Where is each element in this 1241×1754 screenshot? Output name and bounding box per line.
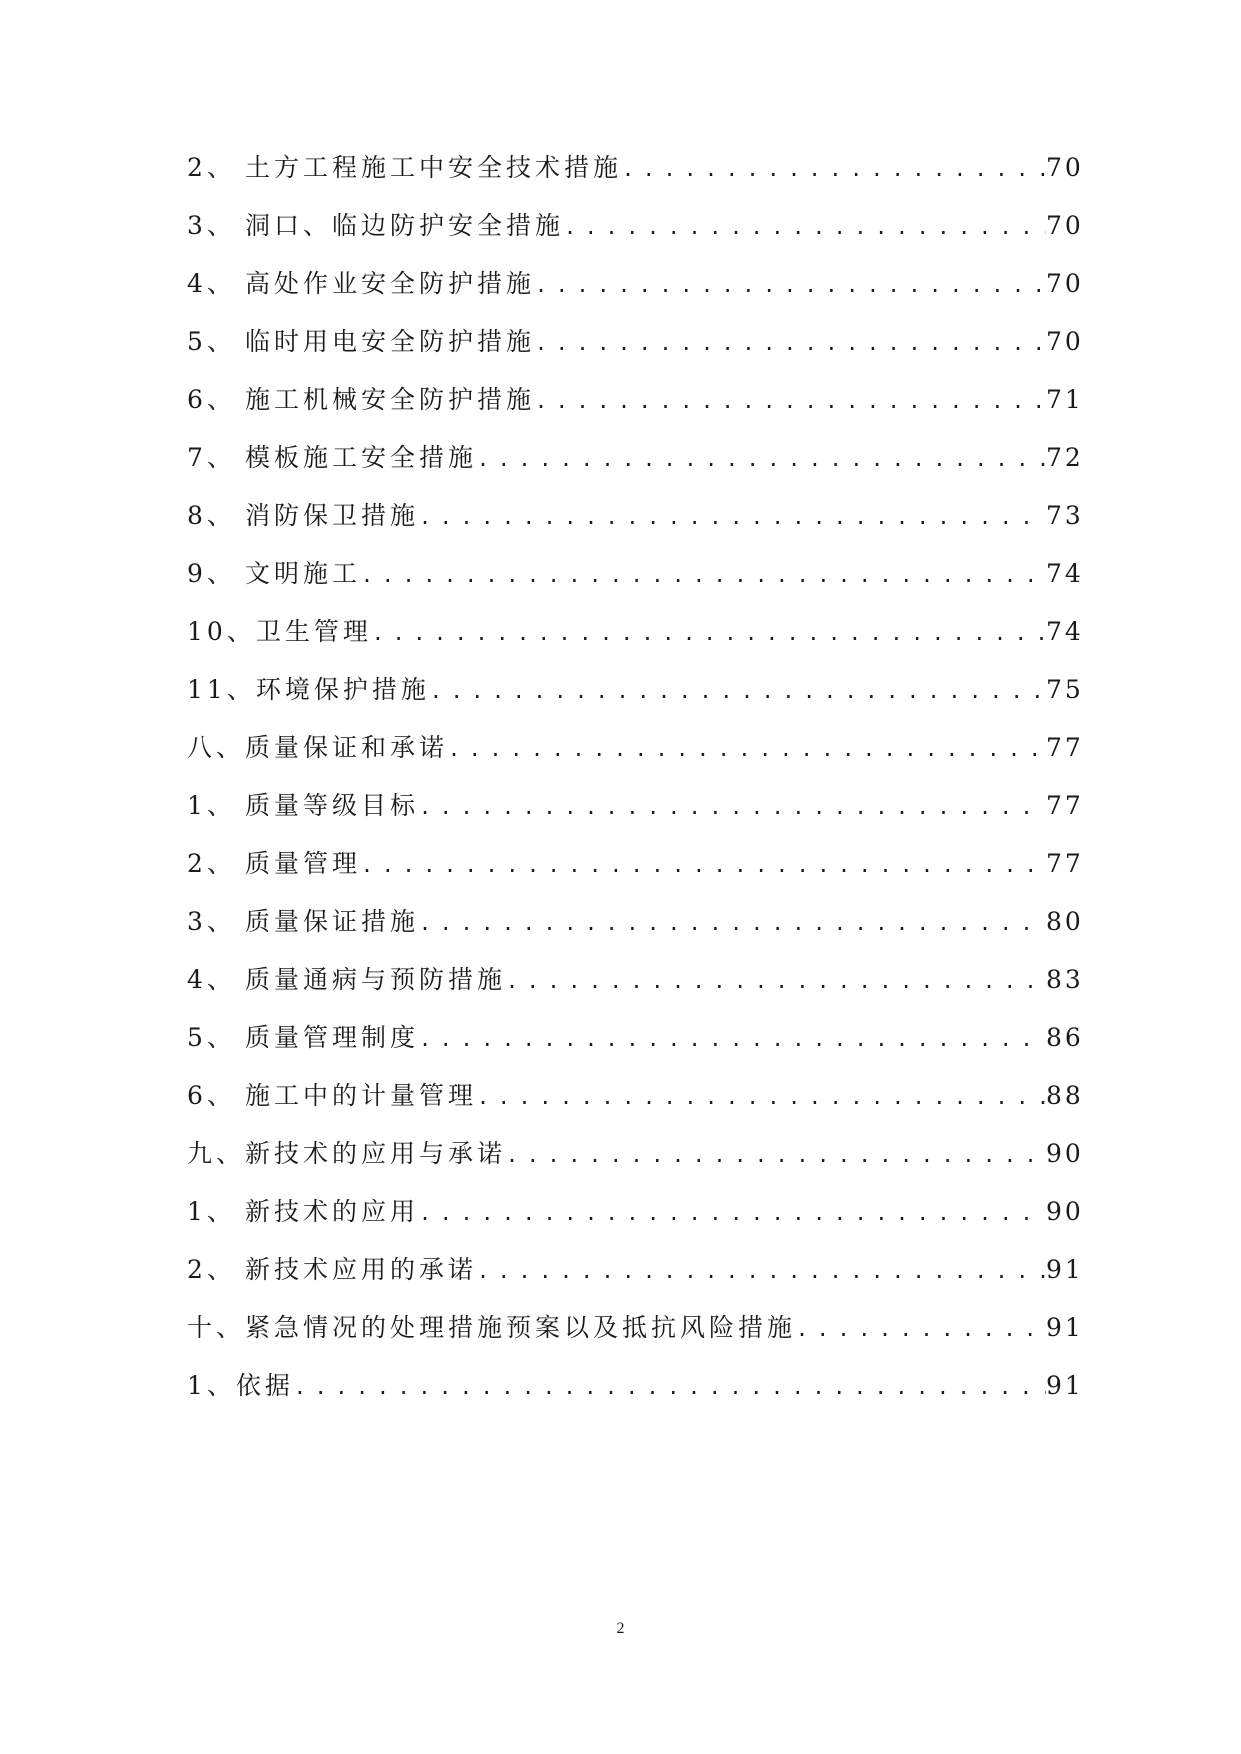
- toc-entry-title: 新技术应用的承诺: [245, 1255, 478, 1284]
- toc-entry[interactable]: [187, 491, 1084, 531]
- toc-dot-leader: [506, 969, 1046, 995]
- toc-entry-page: 77: [1046, 733, 1084, 762]
- toc-entry-number: 10、: [187, 617, 256, 646]
- toc-dot-leader: [294, 1375, 1046, 1401]
- toc-dot-leader: [477, 447, 1046, 473]
- toc-entry-page: 90: [1046, 1197, 1084, 1226]
- toc-entry-page: 71: [1046, 385, 1084, 414]
- toc-entry-number: 7、: [187, 443, 236, 472]
- toc-dot-leader: [430, 679, 1046, 705]
- toc-entry[interactable]: [187, 607, 1084, 647]
- toc-entry-page: 88: [1046, 1081, 1084, 1110]
- toc-dot-leader: [419, 1201, 1046, 1227]
- toc-dot-leader: [419, 911, 1046, 937]
- toc-entry-number: 1、: [187, 1197, 236, 1226]
- toc-entry-title: 质量管理: [245, 849, 362, 878]
- toc-entry-title: 文明施工: [245, 559, 362, 588]
- toc-entry-title: 高处作业安全防护措施: [245, 269, 536, 298]
- toc-entry-title: 质量保证和承诺: [245, 733, 449, 762]
- toc-entry[interactable]: [187, 433, 1084, 473]
- toc-entry[interactable]: [187, 665, 1084, 705]
- toc-entry-number: 8、: [187, 501, 236, 530]
- toc-dot-leader: [622, 157, 1046, 183]
- toc-entry-number: 9、: [187, 559, 236, 588]
- toc-entry[interactable]: [187, 375, 1084, 415]
- toc-entry[interactable]: [187, 1361, 1084, 1401]
- toc-entry[interactable]: [187, 897, 1084, 937]
- toc-entry-title: 环境保护措施: [255, 675, 430, 704]
- toc-entry-title: 紧急情况的处理措施预案以及抵抗风险措施: [245, 1313, 797, 1342]
- toc-entry-number: 2、: [187, 153, 236, 182]
- toc-entry-title: 质量保证措施: [245, 907, 420, 936]
- toc-entry-number: 6、: [187, 385, 236, 414]
- toc-entry-number: 3、: [187, 211, 236, 240]
- toc-entry[interactable]: [187, 723, 1084, 763]
- toc-dot-leader: [564, 215, 1046, 241]
- toc-entry[interactable]: [187, 781, 1084, 821]
- toc-entry-number: 1、: [187, 791, 236, 820]
- toc-dot-leader: [361, 853, 1046, 879]
- toc-entry-page: 91: [1046, 1371, 1084, 1400]
- toc-entry-title: 质量管理制度: [245, 1023, 420, 1052]
- page-number: 2: [616, 1620, 625, 1637]
- toc-dot-leader: [477, 1085, 1046, 1111]
- toc-entry[interactable]: [187, 955, 1084, 995]
- toc-entry-number: 11、: [187, 675, 256, 704]
- toc-dot-leader: [535, 273, 1046, 299]
- toc-entry-page: 77: [1046, 849, 1084, 878]
- toc-entry-page: 70: [1046, 211, 1084, 240]
- toc-entry-page: 80: [1046, 907, 1084, 936]
- toc-dot-leader: [535, 331, 1046, 357]
- toc-entry-title: 卫生管理: [255, 617, 372, 646]
- toc-entry[interactable]: [187, 317, 1084, 357]
- toc-entry-title: 临时用电安全防护措施: [245, 327, 536, 356]
- toc-entry-number: 4、: [187, 269, 236, 298]
- toc-entry-number: 十、: [187, 1313, 246, 1342]
- toc-entry-page: 91: [1046, 1313, 1084, 1342]
- toc-entry-title: 新技术的应用与承诺: [245, 1139, 507, 1168]
- toc-entry-title: 质量通病与预防措施: [245, 965, 507, 994]
- toc-entry-page: 86: [1046, 1023, 1084, 1052]
- toc-dot-leader: [361, 563, 1046, 589]
- toc-entry-number: 2、: [187, 849, 236, 878]
- toc-entry-title: 模板施工安全措施: [245, 443, 478, 472]
- toc-entry-number: 3、: [187, 907, 236, 936]
- toc-entry[interactable]: [187, 1013, 1084, 1053]
- toc-dot-leader: [372, 621, 1046, 647]
- toc-entry-page: 74: [1046, 559, 1084, 588]
- toc-entry[interactable]: [187, 1187, 1084, 1227]
- toc-entry-title: 消防保卫措施: [245, 501, 420, 530]
- toc-entry-page: 70: [1046, 153, 1084, 182]
- toc-entry-number: 5、: [187, 327, 236, 356]
- toc-entry[interactable]: [187, 549, 1084, 589]
- toc-entry-page: 83: [1046, 965, 1084, 994]
- toc-entry-page: 74: [1046, 617, 1084, 646]
- toc-dot-leader: [448, 737, 1046, 763]
- toc-dot-leader: [796, 1317, 1046, 1343]
- toc-entry-number: 八、: [187, 733, 246, 762]
- toc-entry-title: 施工机械安全防护措施: [245, 385, 536, 414]
- toc-entry-title: 洞口、临边防护安全措施: [245, 211, 565, 240]
- toc-entry-title: 质量等级目标: [245, 791, 420, 820]
- toc-entry[interactable]: [187, 201, 1084, 241]
- toc-entry-page: 73: [1046, 501, 1084, 530]
- toc-entry-page: 72: [1046, 443, 1084, 472]
- toc-entry-page: 90: [1046, 1139, 1084, 1168]
- toc-dot-leader: [506, 1143, 1046, 1169]
- toc-dot-leader: [419, 795, 1046, 821]
- toc-entry-number: 4、: [187, 965, 236, 994]
- toc-dot-leader: [477, 1259, 1046, 1285]
- toc-entry-number: 2、: [187, 1255, 236, 1284]
- toc-entry[interactable]: [187, 143, 1084, 183]
- toc-dot-leader: [419, 505, 1046, 531]
- toc-entry-number: 九、: [187, 1139, 246, 1168]
- toc-entry[interactable]: [187, 259, 1084, 299]
- toc-entry[interactable]: [187, 1245, 1084, 1285]
- toc-entry-page: 70: [1046, 269, 1084, 298]
- toc-entry-title: 土方工程施工中安全技术措施: [245, 153, 623, 182]
- toc-entry-title: 依据: [235, 1371, 294, 1400]
- toc-entry[interactable]: [187, 839, 1084, 879]
- toc-entry-page: 77: [1046, 791, 1084, 820]
- toc-dot-leader: [535, 389, 1046, 415]
- toc-entry-number: 1、: [187, 1371, 236, 1400]
- toc-entry[interactable]: [187, 1303, 1084, 1343]
- toc-dot-leader: [419, 1027, 1046, 1053]
- toc-entry-page: 75: [1046, 675, 1084, 704]
- toc-entry-number: 5、: [187, 1023, 236, 1052]
- toc-entry[interactable]: [187, 1129, 1084, 1169]
- toc-entry-page: 70: [1046, 327, 1084, 356]
- toc-entry-title: 新技术的应用: [245, 1197, 420, 1226]
- toc-entry-title: 施工中的计量管理: [245, 1081, 478, 1110]
- toc-entry-page: 91: [1046, 1255, 1084, 1284]
- toc-entry[interactable]: [187, 1071, 1084, 1111]
- toc-entry-number: 6、: [187, 1081, 236, 1110]
